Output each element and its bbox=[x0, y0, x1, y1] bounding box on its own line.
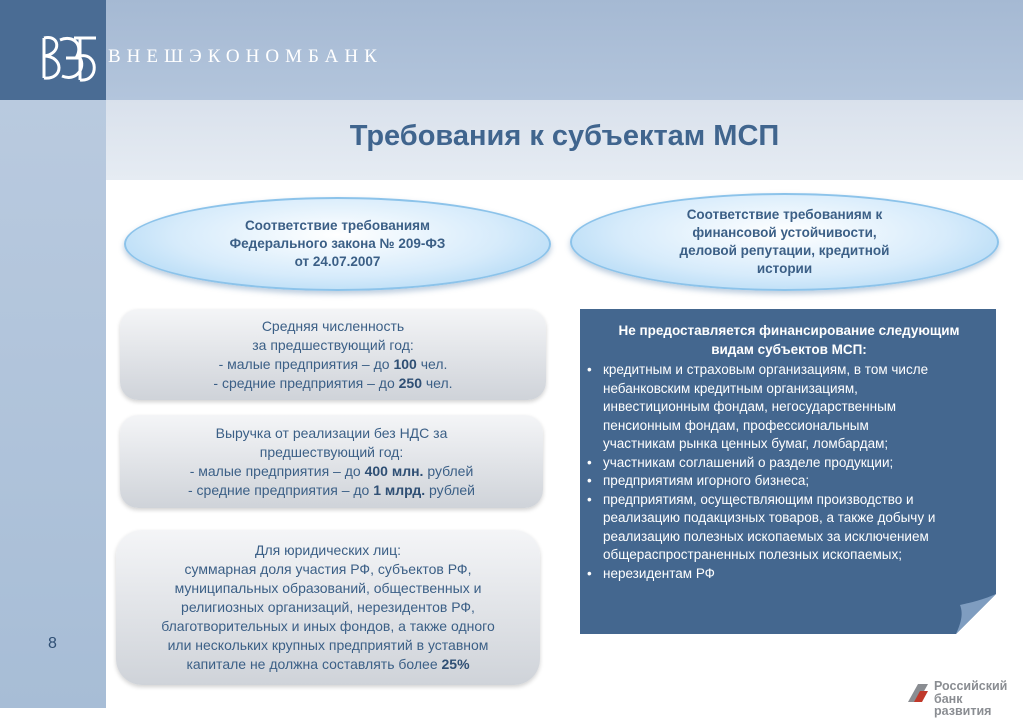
oval-right-line: деловой репутации, кредитной bbox=[679, 243, 890, 258]
oval-left-line: Федерального закона № 209-ФЗ bbox=[229, 236, 446, 251]
oval-right-line: финансовой устойчивости, bbox=[692, 225, 877, 240]
ownership-line: благотворительных и иных фондов, а также одного bbox=[161, 618, 495, 634]
rbr-logo-icon bbox=[906, 682, 930, 704]
ownership-line: суммарная доля участия РФ, субъектов РФ, bbox=[184, 561, 472, 577]
revenue-small: - малые предприятия – до 400 млн. рублей bbox=[189, 462, 474, 479]
left-sidebar-band bbox=[0, 100, 106, 708]
revenue-line: предшествующий год: bbox=[259, 443, 404, 460]
rbr-logo-line2: банк развития bbox=[934, 691, 992, 718]
list-item: • участникам соглашений о разделе продукции; bbox=[585, 454, 993, 473]
oval-right-line: истории bbox=[756, 261, 813, 276]
ownership-last-line: капитале не должна составлять более 25% bbox=[186, 656, 470, 672]
headcount-small: - малые предприятия – до 100 чел. bbox=[218, 355, 448, 372]
veb-logo-block bbox=[0, 0, 106, 100]
headcount-line: Средняя численность bbox=[261, 317, 405, 334]
rbr-logo-line1: Российский bbox=[934, 679, 1008, 693]
headcount-box bbox=[120, 309, 546, 400]
list-item: • предприятиям игорного бизнеса; bbox=[585, 472, 993, 491]
panel-title: Не предоставляется финансирование следующим видам субъектов МСП: bbox=[618, 323, 960, 357]
oval-left-line: Соответствие требованиям bbox=[244, 218, 431, 233]
oval-right-line: Соответствие требованиям к bbox=[686, 207, 883, 222]
ownership-line: Для юридических лиц: bbox=[254, 542, 402, 558]
oval-left-line: от 24.07.2007 bbox=[294, 254, 381, 269]
oval-financial-stability bbox=[570, 193, 999, 291]
ownership-box bbox=[116, 530, 540, 685]
exclusions-panel bbox=[580, 309, 996, 634]
revenue-line: Выручка от реализации без НДС за bbox=[215, 424, 448, 441]
headcount-medium: - средние предприятия – до 250 чел. bbox=[213, 374, 453, 391]
ownership-line: религиозных организаций, нерезидентов РФ, bbox=[181, 599, 475, 615]
revenue-box bbox=[120, 415, 543, 508]
ownership-line: или нескольких крупных предприятий в уставном bbox=[167, 637, 489, 653]
ownership-line: муниципальных образований, общественных и bbox=[174, 580, 482, 596]
revenue-medium: - средние предприятия – до 1 млрд. рублей bbox=[188, 481, 475, 498]
headcount-line: за предшествующий год: bbox=[252, 336, 414, 353]
page-number: 8 bbox=[48, 635, 57, 652]
rbr-logo bbox=[906, 679, 1023, 718]
oval-federal-law bbox=[124, 197, 551, 291]
list-item: • предприятиям, осуществляющим производство и реализацию подакцизных товаров, а также добычу и реализацию полезных ископаемых за исключением общераспространенных полезных ископаемых; bbox=[585, 491, 993, 565]
exclusions-list bbox=[585, 361, 993, 583]
veb-logo-icon bbox=[0, 0, 106, 100]
page-title: Требования к субъектам МСП bbox=[349, 120, 780, 152]
list-item: • кредитным и страховым организациям, в том числе небанковским кредитным организациям, инвестиционным фондам, негосударственным пенсионным фондам, профессиональным участникам рынка ценных бумаг, ломбардам; bbox=[585, 361, 993, 454]
list-item: • нерезидентам РФ bbox=[585, 565, 993, 584]
bank-name: ВНЕШЭКОНОМБАНК bbox=[108, 46, 383, 67]
